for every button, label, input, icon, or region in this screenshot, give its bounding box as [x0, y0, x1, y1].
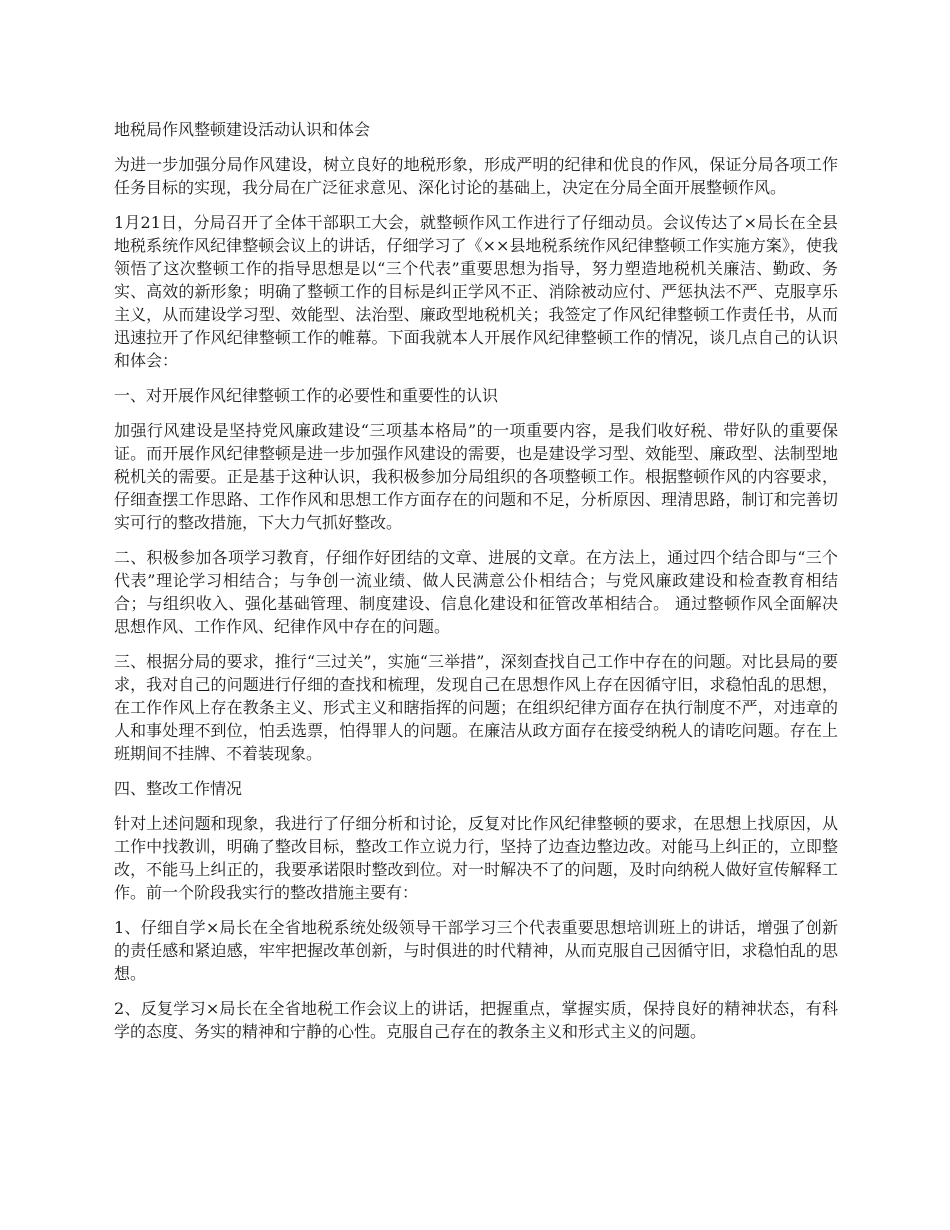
paragraph-section-3: 三、根据分局的要求，推行“三过关”，实施“三举措”，深刻查找自己工作中存在的问题。对比县局的要求，我对自己的问题进行仔细的查找和梳理，发现自己在思想作风上存在因循守旧，求稳怕乱的思想，在工作作风上存在教条主义、形式主义和瞎指挥的问题；在组织纪律方面存在执行制度不严，对违章的人和事处理不到位，怕丢选票，怕得罪人的问题。在廉洁从政方面存在接受纳税人的请吃问题。存在上班期间不挂牌、不着装现象。: [114, 652, 838, 763]
paragraph-intro: 为进一步加强分局作风建设，树立良好的地税形象，形成严明的纪律和优良的作风，保证分局各项工作任务目标的实现，我分局在广泛征求意见、深化讨论的基础上，决定在分局全面开展整顿作风。: [114, 155, 838, 197]
document-page: [114, 118, 838, 1055]
paragraph-measure-2: 2、反复学习×局长在全省地税工作会议上的讲话，把握重点，掌握实质，保持良好的精神状态，有科学的态度、务实的精神和宁静的心性。克服自己存在的教条主义和形式主义的问题。: [114, 999, 838, 1041]
paragraph-meeting: 1月21日，分局召开了全体干部职工大会，就整顿作风工作进行了仔细动员。会议传达了×局长在全县地税系统作风纪律整顿会议上的讲话，仔细学习了《××县地税系统作风纪律整顿工作实施方案》，使我领悟了这次整顿工作的指导思想是以“三个代表”重要思想为指导，努力塑造地税机关廉洁、勤政、务实、高效的新形象；明确了整顿工作的目标是纠正学风不正、消除被动应付、严惩执法不严、克服享乐主义，从而建设学习型、效能型、法治型、廉政型地税机关；我签定了作风纪律整顿工作责任书，从而迅速拉开了作风纪律整顿工作的帷幕。下面我就本人开展作风纪律整顿工作的情况，谈几点自己的认识和体会：: [114, 213, 838, 370]
paragraph-section-4: 针对上述问题和现象，我进行了仔细分析和讨论，反复对比作风纪律整顿的要求，在思想上找原因，从工作中找教训，明确了整改目标，整改工作立说力行，坚持了边查边整边改。对能马上纠正的，立即整改，不能马上纠正的，我要承诺限时整改到位。对一时解决不了的问题，及时向纳税人做好宣传解释工作。前一个阶段我实行的整改措施主要有：: [114, 814, 838, 902]
paragraph-measure-1: 1、仔细自学×局长在全省地税系统处级领导干部学习三个代表重要思想培训班上的讲话，增强了创新的责任感和紧迫感，牢牢把握改革创新，与时俱进的时代精神，从而克服自己因循守旧，求稳怕乱的思想。: [114, 918, 838, 983]
section-heading-4: 四、整改工作情况: [114, 779, 243, 798]
section-heading-1: 一、对开展作风纪律整顿工作的必要性和重要性的认识: [114, 386, 499, 405]
paragraph-section-1: 加强行风建设是坚持党风廉政建设“三项基本格局”的一项重要内容，是我们收好税、带好队的重要保证。而开展作风纪律整顿是进一步加强作风建设的需要，也是建设学习型、效能型、廉政型、法制型地税机关的需要。正是基于这种认识，我积极参加分局组织的各项整顿工作。根据整顿作风的内容要求，仔细查摆工作思路、工作作风和思想工作方面存在的问题和不足，分析原因、理清思路，制订和完善切实可行的整改措施，下大力气抓好整改。: [114, 421, 838, 532]
paragraph-section-2: 二、积极参加各项学习教育，仔细作好团结的文章、进展的文章。在方法上，通过四个结合即与“三个代表”理论学习相结合；与争创一流业绩、做人民满意公仆相结合；与党风廉政建设和检查教育相结合；与组织收入、强化基础管理、制度建设、信息化建设和征管改革相结合。 通过整顿作风全面解决思想作风、工作作风、纪律作风中存在的问题。: [114, 548, 838, 636]
document-title: 地税局作风整顿建设活动认识和体会: [114, 120, 371, 139]
